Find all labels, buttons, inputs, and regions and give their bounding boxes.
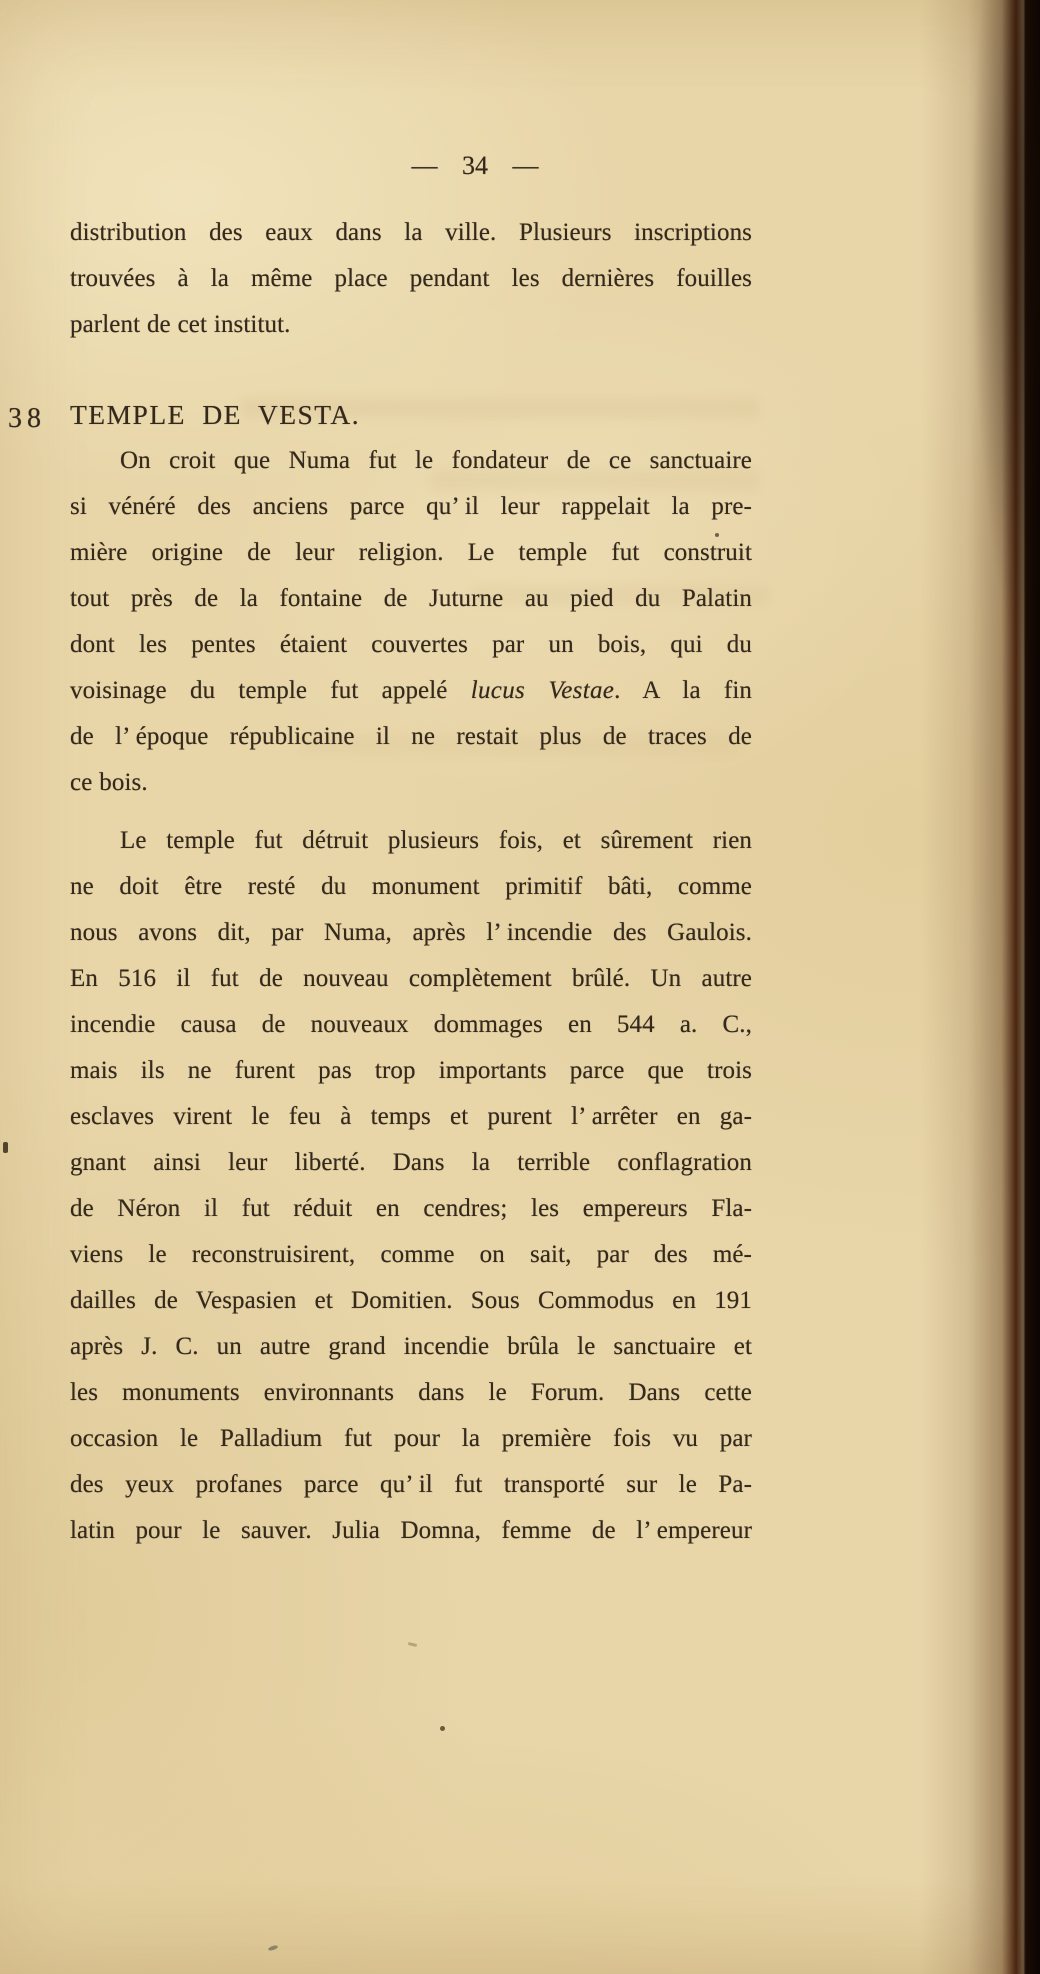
text-line: esclaves virent le feu à temps et purent l’ arrêter en ga- (70, 1103, 752, 1130)
section-heading (8, 392, 752, 438)
text-line: mière origine de leur religion. Le temple fut construit (70, 539, 752, 566)
text-line: latin pour le sauver. Julia Domna, femme de l’ empereur (70, 1517, 752, 1544)
text-line: trouvées à la même place pendant les dernières fouilles (70, 265, 752, 292)
text-line: nous avons dit, par Numa, après l’ incendie des Gaulois. (70, 919, 752, 946)
text-line: On croit que Numa fut le fondateur de ce sanctuaire (120, 447, 752, 474)
text-line: parlent de cet institut. (70, 311, 291, 338)
text-line: tout près de la fontaine de Juturne au pied du Palatin (70, 585, 752, 612)
text-line: Le temple fut détruit plusieurs fois, et sûrement rien (120, 827, 752, 854)
text-line: ce bois. (70, 769, 148, 796)
text-line: après J. C. un autre grand incendie brûla le sanctuaire et (70, 1333, 752, 1360)
text-line: des yeux profanes parce qu’ il fut transporté sur le Pa- (70, 1471, 752, 1498)
text-line: occasion le Palladium fut pour la première fois vu par (70, 1425, 752, 1452)
text-line: de Néron il fut réduit en cendres; les empereurs Fla- (70, 1195, 752, 1222)
text-line: viens le reconstruisirent, comme on sait, par des mé- (70, 1241, 752, 1268)
text-line: ne doit être resté du monument primitif bâti, comme (70, 873, 752, 900)
italic-phrase: lucus Vestae (470, 677, 615, 704)
text-line: distribution des eaux dans la ville. Plusieurs inscriptions (70, 219, 752, 246)
text-line: mais ils ne furent pas trop importants parce que trois (70, 1057, 752, 1084)
body-paragraph (70, 438, 752, 806)
page-number: — 34 — (411, 151, 539, 180)
text-line: de l’ époque républicaine il ne restait plus de traces de (70, 723, 752, 750)
body-paragraph (70, 210, 752, 348)
book-binding-shadow (950, 0, 1040, 760)
text-line: voisinage du temple fut appelé lucus Vestae. A la fin (70, 677, 752, 704)
text-line: gnant ainsi leur liberté. Dans la terrible conflagration (70, 1149, 752, 1176)
heading-title: TEMPLE DE VESTA. (70, 399, 361, 430)
text-line: dont les pentes étaient couvertes par un bois, qui du (70, 631, 752, 658)
text-line: les monuments environnants dans le Forum. Dans cette (70, 1379, 752, 1406)
body-paragraph (70, 818, 752, 1554)
text-block (8, 146, 752, 1554)
text-line: si vénéré des anciens parce qu’ il leur rappelait la pre- (70, 493, 752, 520)
paper-speck (3, 1142, 8, 1153)
text-line: dailles de Vespasien et Domitien. Sous Commodus en 191 (70, 1287, 752, 1314)
text-line: En 516 il fut de nouveau complètement brûlé. Un autre (70, 965, 752, 992)
heading-margin-number: 38 (8, 403, 46, 434)
text-line: incendie causa de nouveaux dommages en 544 a. C., (70, 1011, 752, 1038)
paper-speck (440, 1726, 445, 1731)
